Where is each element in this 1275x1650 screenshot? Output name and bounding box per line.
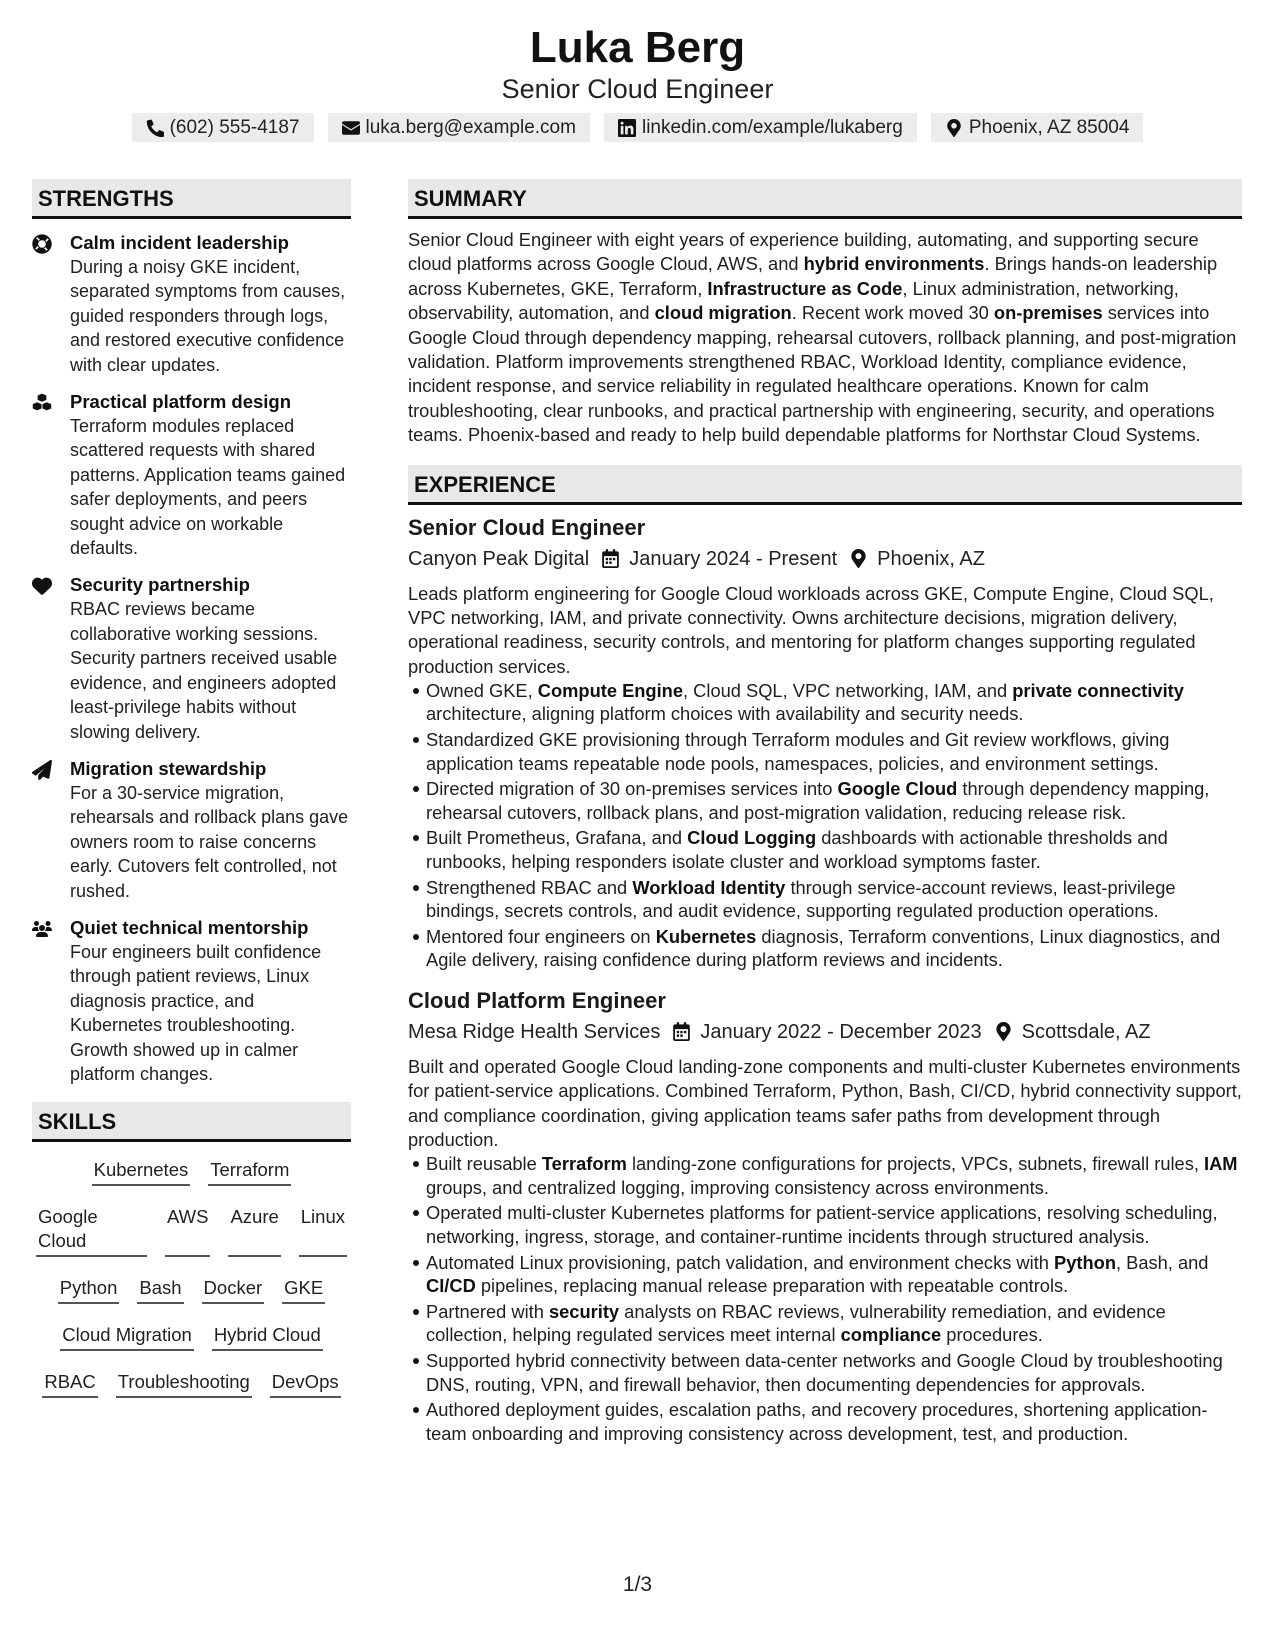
users-icon <box>32 919 52 939</box>
text-run: . Recent work moved 30 <box>791 302 994 324</box>
skill-tag: Hybrid Cloud <box>212 1323 323 1351</box>
strength-item <box>32 757 351 903</box>
text-run: analysts on RBAC reviews, vulnerability remediation, and evidence collection, helping regulated services meet internal <box>426 1300 1166 1346</box>
job-bullet <box>426 1349 1242 1396</box>
emphasis-text: Cloud Logging <box>687 827 817 849</box>
skill-row <box>36 1323 347 1351</box>
job-bullet <box>426 1251 1242 1298</box>
emphasis-text: Compute Engine <box>537 679 684 701</box>
skill-row <box>36 1158 347 1186</box>
skill-tag: Python <box>58 1276 120 1304</box>
text-run: Supported hybrid connectivity between data-center networks and Google Cloud by troubleshooting DNS, routing, VPN, and firewall behavior, then documenting dependencies for approvals. <box>426 1349 1223 1395</box>
emphasis-text: Workload Identity <box>632 876 786 898</box>
paper-plane-icon <box>32 760 52 780</box>
left-column <box>32 179 351 1417</box>
strength-item <box>32 916 351 1086</box>
strength-title: Migration stewardship <box>70 757 267 779</box>
skill-tag: Linux <box>299 1205 347 1257</box>
job-description: Built and operated Google Cloud landing-zone components and multi-cluster Kubernetes environments for patient-service applications. Combined Terraform, Python, Bash, CI/CD, hybrid connectivity support, and compliance coordination, giving application teams safer paths from development through production. <box>408 1055 1242 1150</box>
emphasis-text: CI/CD <box>426 1275 476 1297</box>
contact-location-text: Phoenix, AZ 85004 <box>968 117 1130 138</box>
skill-tag: Terraform <box>208 1158 291 1186</box>
text-run: Authored deployment guides, escalation paths, and recovery procedures, shortening application-team onboarding and improving consistency across development, test, and production. <box>426 1399 1208 1444</box>
job-company: Mesa Ridge Health Services <box>408 1020 661 1043</box>
emphasis-text: private connectivity <box>1012 679 1184 701</box>
text-run: Directed migration of 30 on-premises services into <box>426 778 838 800</box>
text-run: , Bash, and <box>1115 1251 1209 1273</box>
job-bullets <box>408 1152 1242 1445</box>
page-number: 1/3 <box>622 1573 653 1596</box>
skills-heading: SKILLS <box>32 1102 351 1142</box>
contact-phone-text: (602) 555-4187 <box>169 117 300 138</box>
text-run: services into Google Cloud through dependency mapping, rehearsal cutovers, rollback planning, and post-migration validation. Platform improvements strengthened RBAC, Workload Identity, compliance evidence, incident response, and service reliability in regulated healthcare operations. Known for calm troubleshooting, clear runbooks, and practical partnership with engineering, security, and operations teams. Phoenix-based and ready to help build dependable platforms for Northstar Cloud Systems. <box>408 302 1237 446</box>
strengths-list <box>32 231 351 1086</box>
emphasis-text: cloud migration <box>654 302 792 324</box>
skill-tag: AWS <box>165 1205 210 1257</box>
text-run: architecture, aligning platform choices with availability and security needs. <box>426 703 1024 725</box>
text-run: Built Prometheus, Grafana, and <box>426 827 688 849</box>
text-run: Strengthened RBAC and <box>426 876 633 898</box>
emphasis-text: Google Cloud <box>837 778 958 800</box>
emphasis-text: Terraform <box>541 1153 627 1175</box>
text-run: Mentored four engineers on <box>426 925 656 947</box>
skill-tag: Bash <box>137 1276 183 1304</box>
cubes-icon <box>32 393 52 413</box>
job-bullet <box>426 1201 1242 1248</box>
job-entry <box>408 986 1242 1445</box>
text-run: diagnosis, Terraform conventions, Linux diagnostics, and Agile delivery, raising confidence during platform reviews and incidents. <box>426 925 1221 971</box>
skill-tag: Troubleshooting <box>116 1370 252 1398</box>
job-bullet <box>426 876 1242 923</box>
job-location: Scottsdale, AZ <box>1021 1020 1151 1043</box>
job-location: Phoenix, AZ <box>877 547 985 570</box>
skill-tag: Google Cloud <box>36 1205 147 1257</box>
strengths-heading: STRENGTHS <box>32 179 351 219</box>
contact-bar <box>0 113 1275 142</box>
strength-text: RBAC reviews became collaborative working sessions. Security partners received usable evidence, and engineers adopted least-privilege habits without slowing delivery. <box>70 599 338 742</box>
contact-email-text: luka.berg@example.com <box>365 117 576 138</box>
strength-item <box>32 573 351 743</box>
text-run: through dependency mapping, rehearsal cutovers, rollback plans, and post-migration validation, reducing release risk. <box>426 778 1210 823</box>
text-run: Automated Linux provisioning, patch validation, and environment checks with <box>426 1251 1055 1273</box>
job-meta <box>408 1017 1242 1047</box>
strength-title: Practical platform design <box>70 391 292 413</box>
experience-heading: EXPERIENCE <box>408 465 1242 505</box>
skill-tag: Docker <box>202 1276 265 1304</box>
strength-title: Security partnership <box>70 574 250 596</box>
contact-email[interactable] <box>328 113 590 142</box>
text-run: groups, and centralized logging, improving consistency across environments. <box>426 1176 1049 1198</box>
text-run: . Brings hands-on leadership across Kubernetes, GKE, Terraform, <box>408 253 1218 299</box>
emphasis-text: hybrid environments <box>803 253 985 275</box>
emphasis-text: IAM <box>1204 1153 1238 1175</box>
calendar-icon <box>672 1022 691 1041</box>
skills-list <box>32 1158 351 1398</box>
strength-text: Terraform modules replaced scattered requests with shared patterns. Application teams gained safer deployments, and peers sought advice on workable defaults. <box>70 416 346 559</box>
contact-phone[interactable] <box>132 113 314 142</box>
strength-text: Four engineers built confidence through patient reviews, Linux diagnosis practice, and Kubernetes troubleshooting. Growth showed up in calmer platform changes. <box>70 941 322 1084</box>
skill-tag: Azure <box>228 1205 280 1257</box>
text-run: Standardized GKE provisioning through Terraform modules and Git review workflows, giving application teams repeatable node pools, namespaces, policies, and environment settings. <box>426 729 1170 774</box>
job-role: Senior Cloud Engineer <box>408 514 646 540</box>
job-bullet <box>426 679 1242 726</box>
job-bullets <box>408 679 1242 972</box>
skill-tag: Kubernetes <box>92 1158 191 1186</box>
emphasis-text: Infrastructure as Code <box>707 277 903 299</box>
candidate-title: Senior Cloud Engineer <box>501 74 774 104</box>
life-ring-icon <box>32 234 52 254</box>
job-bullet <box>426 728 1242 775</box>
contact-linkedin-text: linkedin.com/example/lukaberg <box>641 117 903 138</box>
right-column <box>408 179 1242 1447</box>
text-run: dashboards with actionable thresholds and runbooks, helping responders isolate cluster and workload symptoms faster. <box>426 827 1168 872</box>
text-run: Owned GKE, <box>426 679 538 701</box>
strength-text: During a noisy GKE incident, separated symptoms from causes, guided responders through logs, and restored executive confidence with clear updates. <box>70 257 346 375</box>
strength-item <box>32 231 351 377</box>
summary-heading: SUMMARY <box>408 179 1242 219</box>
emphasis-text: on-premises <box>993 302 1103 324</box>
job-company: Canyon Peak Digital <box>408 547 590 570</box>
strength-title: Calm incident leadership <box>70 232 289 253</box>
text-run: , Cloud SQL, VPC networking, IAM, and <box>683 679 1013 701</box>
text-run: pipelines, replacing manual release preparation with repeatable controls. <box>475 1275 1069 1297</box>
map-pin-icon <box>849 549 868 568</box>
job-bullet <box>426 925 1242 972</box>
linkedin-icon <box>618 119 636 137</box>
skill-tag: DevOps <box>270 1370 341 1398</box>
job-meta <box>408 544 1242 574</box>
heart-icon <box>32 576 52 596</box>
map-pin-icon <box>945 119 963 137</box>
contact-linkedin[interactable] <box>604 113 917 142</box>
contact-location <box>931 113 1144 142</box>
job-bullet <box>426 777 1242 824</box>
emphasis-text: Python <box>1054 1251 1116 1273</box>
skill-row <box>36 1370 347 1398</box>
phone-icon <box>146 119 164 137</box>
text-run: through service-account reviews, least-privilege bindings, secrets controls, and audit evidence, supporting regulated production operations. <box>426 876 1176 922</box>
job-role: Cloud Platform Engineer <box>408 987 666 1013</box>
job-description: Leads platform engineering for Google Cloud workloads across GKE, Compute Engine, Cloud SQL, VPC networking, IAM, and private connectivity. Owns architecture decisions, migration delivery, operational readiness, security controls, and mentoring for platform changes supporting regulated production services. <box>408 582 1214 677</box>
emphasis-text: Kubernetes <box>655 925 757 947</box>
text-run: , Linux administration, networking, observability, automation, and <box>408 277 1179 324</box>
skill-tag: Cloud Migration <box>60 1323 194 1351</box>
strength-item <box>32 390 351 560</box>
emphasis-text: security <box>548 1300 620 1322</box>
skill-row <box>36 1276 347 1304</box>
strength-text: For a 30-service migration, rehearsals and rollback plans gave owners room to raise concerns early. Cutovers felt controlled, not rushed. <box>70 782 349 901</box>
text-run: landing-zone configurations for projects, VPCs, subnets, firewall rules, <box>626 1153 1205 1175</box>
calendar-icon <box>601 549 620 568</box>
text-run: Operated multi-cluster Kubernetes platforms for patient-service applications, resolving scheduling, networking, ingress, storage, and container-runtime incidents through structured analysis. <box>426 1202 1218 1247</box>
job-dates: January 2022 - December 2023 <box>700 1020 982 1043</box>
skill-row <box>36 1205 347 1257</box>
job-bullet <box>426 826 1242 873</box>
strength-title: Quiet technical mentorship <box>70 916 309 938</box>
emphasis-text: compliance <box>840 1324 942 1346</box>
job-bullet <box>426 1300 1242 1347</box>
text-run: procedures. <box>941 1324 1043 1346</box>
job-bullet <box>426 1152 1242 1199</box>
skill-tag: GKE <box>282 1276 325 1304</box>
text-run: Built reusable <box>426 1153 542 1175</box>
summary-text <box>408 228 1242 448</box>
map-pin-icon <box>994 1022 1013 1041</box>
envelope-icon <box>342 119 360 137</box>
job-dates: January 2024 - Present <box>629 547 838 570</box>
text-run: Senior Cloud Engineer with eight years of experience building, automating, and supporting secure cloud platforms across Google Cloud, AWS, and <box>408 229 1199 275</box>
candidate-name: Luka Berg <box>529 23 746 72</box>
skill-tag: RBAC <box>42 1370 97 1398</box>
text-run: Partnered with <box>426 1300 549 1322</box>
job-bullet <box>426 1398 1242 1445</box>
job-entry <box>408 513 1242 972</box>
